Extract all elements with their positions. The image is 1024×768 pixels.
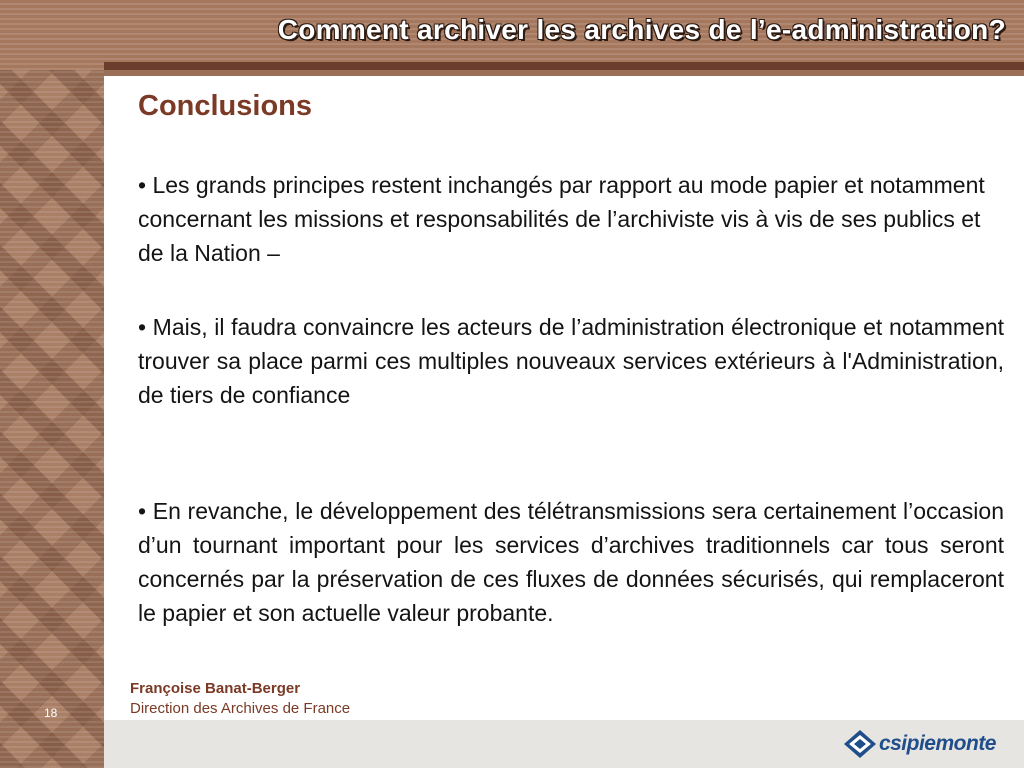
page-number: 18 <box>44 706 58 720</box>
section-heading: Conclusions <box>138 90 313 122</box>
footer-department: Direction des Archives de France <box>130 700 351 717</box>
diamond-logo-icon <box>843 729 877 759</box>
csipiemonte-logo <box>843 729 996 759</box>
slide-content <box>104 76 1024 716</box>
bullet-paragraph-2: • Mais, il faudra convaincre les acteurs de l’administration électronique et notamment trouver sa place parmi ces multiples nouveaux services extérieurs à l'Administration, de tiers de confiance <box>138 314 1004 408</box>
bullet-paragraph-1: • Les grands principes restent inchangés par rapport au mode papier et notamment concernant les missions et responsabilités de l’archiviste vis à vis de ses publics et de la Nation – <box>138 172 985 266</box>
logo-text: csipiemonte <box>878 732 996 755</box>
bullet-paragraph-3: • En revanche, le développement des télétransmissions sera certainement l’occasion d’un tournant important pour les services d’archives traditionnels car tous seront concernés par la préservation de ces fluxes de données sécurisés, qui remplaceront le papier et son actuelle valeur probante. <box>138 498 1004 626</box>
left-decorative-band <box>0 0 104 768</box>
footer-author: Françoise Banat-Berger <box>130 680 301 697</box>
header-divider <box>104 62 1024 70</box>
slide-title: Comment archiver les archives de l’e-administration? <box>277 14 1006 45</box>
